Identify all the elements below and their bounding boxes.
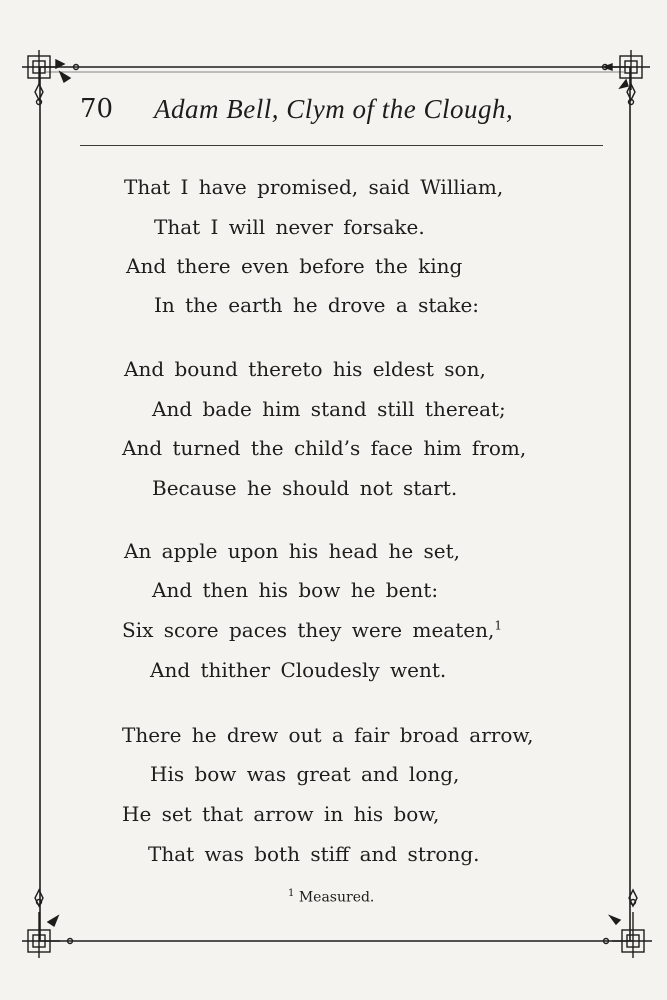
poem-line: And turned the child’s face him from, — [122, 436, 527, 460]
poem-line: He set that arrow in his bow, — [122, 802, 440, 826]
poem-line: In the earth he drove a stake: — [154, 293, 480, 317]
poem-line: There he drew out a fair broad arrow, — [122, 723, 534, 747]
running-title: Adam Bell, Clym of the Clough, — [154, 94, 514, 124]
poem-line: That was both stiff and strong. — [148, 842, 480, 866]
footnote — [288, 888, 374, 906]
corner-ornament-bottom-left — [22, 890, 73, 958]
footnote-marker: 1 — [288, 888, 295, 899]
poem-line: That I will never forsake. — [154, 215, 425, 239]
footnote-reference: 1 — [494, 618, 502, 633]
corner-ornament-top-right — [603, 50, 651, 105]
poem-line: And there even before the king — [126, 254, 463, 278]
poem-line — [122, 618, 502, 642]
poem-line: That I have promised, said William, — [124, 175, 504, 199]
footnote-text: Measured. — [298, 889, 375, 906]
poem-line: Because he should not start. — [152, 476, 458, 500]
poem-line: His bow was great and long, — [150, 762, 460, 786]
corner-ornament-top-left — [22, 50, 79, 105]
poem-line: And then his bow he bent: — [152, 578, 439, 602]
poem-line-text: Six score paces they were meaten, — [122, 618, 495, 642]
poem-line: An apple upon his head he set, — [124, 539, 461, 563]
poem-line: And bade him stand still thereat; — [152, 397, 506, 421]
corner-ornament-bottom-right — [604, 890, 653, 958]
page-number: 70 — [80, 94, 114, 124]
poem-line: And thither Cloudesly went. — [150, 658, 447, 682]
poem-line: And bound thereto his eldest son, — [124, 357, 486, 381]
page-header — [80, 92, 600, 132]
header-rule — [80, 145, 603, 146]
